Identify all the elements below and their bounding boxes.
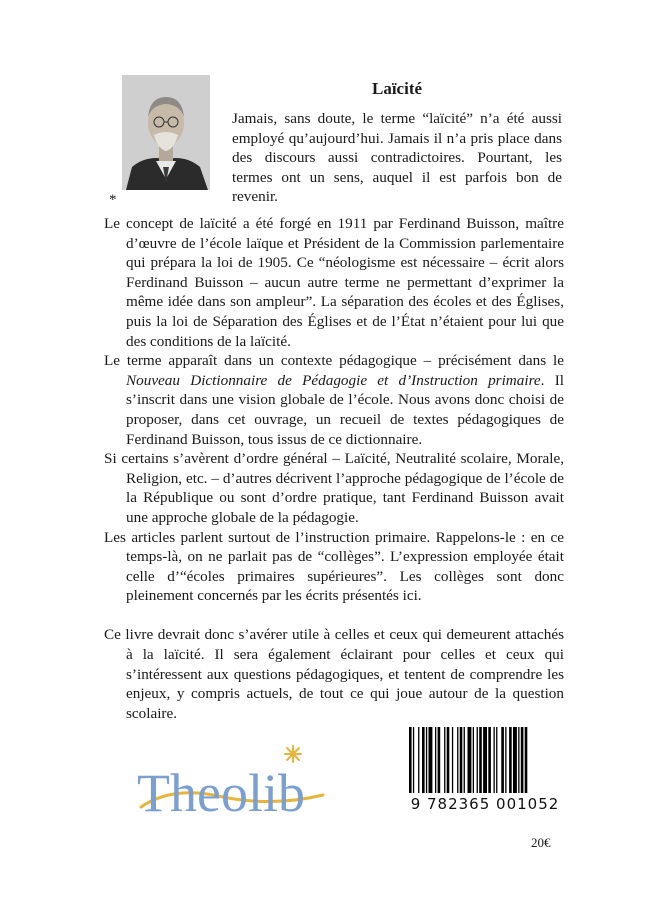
barcode-bar bbox=[460, 727, 463, 793]
barcode-bar bbox=[479, 727, 482, 793]
barcode-bar bbox=[457, 727, 458, 793]
barcode-bar bbox=[418, 727, 419, 793]
theolib-logo-graphic bbox=[133, 745, 333, 825]
barcode-bar bbox=[438, 727, 441, 793]
barcode-bar bbox=[477, 727, 478, 793]
barcode-bar bbox=[513, 727, 517, 793]
star-ornament: * bbox=[109, 192, 117, 208]
isbn-number: 9 782365 001052 bbox=[410, 795, 560, 813]
paragraph-general: Si certains s’avèrent d’ordre général – Laïcité, Neutralité scolaire, Morale, Religion, etc. – d’autres décrivent l’approche pédagogique de l’école de la République ou sont d’ordre pratique, tant Ferdinand Buisson avait une approche globale de la pédagogie. bbox=[104, 450, 564, 526]
barcode-bar bbox=[473, 727, 474, 793]
barcode-bar bbox=[488, 727, 491, 793]
paragraph-context bbox=[104, 351, 564, 449]
dictionary-title: Nouveau Dictionnaire de Pédagogie et d’Instruction primaire bbox=[126, 371, 541, 389]
barcode-bar bbox=[521, 727, 524, 793]
barcode-bar bbox=[505, 727, 506, 793]
portrait-illustration bbox=[122, 75, 210, 190]
publisher-logo bbox=[133, 745, 333, 825]
barcode-bar bbox=[435, 727, 436, 793]
body-text bbox=[104, 214, 564, 723]
barcode-bar bbox=[494, 727, 495, 793]
barcode-bar bbox=[468, 727, 472, 793]
barcode-bar bbox=[452, 727, 453, 793]
barcode-bar bbox=[483, 727, 487, 793]
barcode-bar bbox=[413, 727, 414, 793]
barcode-bar bbox=[422, 727, 425, 793]
barcode-bar bbox=[496, 727, 497, 793]
barcode-bar bbox=[464, 727, 465, 793]
barcode-bars bbox=[405, 727, 565, 795]
paragraph-context-before: Le terme apparaît dans un contexte pédagogique – précisément dans le bbox=[104, 352, 564, 370]
barcode-bar bbox=[447, 727, 450, 793]
paragraph-concept: Le concept de laïcité a été forgé en 1911 par Ferdinand Buisson, maître d’œuvre de l’école laïque et Président de la Commission parlementaire qui prépara la loi de 1905. Ce “néologisme est nécessaire – écrit alors Ferdinand Buisson – aucun autre terme ne permettant d’exprimer la même idée dans son ampleur”. La séparation des écoles et des Églises, puis la loi de Séparation des Églises et de l’État n’étaient pour lui que des conditions de la laïcité. bbox=[104, 215, 564, 350]
barcode-bar bbox=[525, 727, 528, 793]
logo-star-icon bbox=[285, 746, 301, 762]
paragraph-articles: Les articles parlent surtout de l’instruction primaire. Rappelons-le : en ce temps-là, on ne parlait pas de “collèges”. L’expression employée était celle d’“écoles primaires supérieures”. Les collèges sont donc pleinement concernés par les écrits présentés ici. bbox=[104, 528, 564, 605]
paragraph-conclusion: Ce livre devrait donc s’avérer utile à celles et ceux qui demeurent attachés à la laïcité. Il sera également éclairant pour celles et ceux qui s’intéressent aux questions pédagogiques, et tentent de comprendre les enjeux, y compris actuels, de tout ce qui joue autour de la question scolaire. bbox=[104, 626, 564, 722]
isbn-barcode bbox=[405, 727, 565, 817]
barcode-bar bbox=[409, 727, 412, 793]
barcode-bar bbox=[426, 727, 427, 793]
intro-text: Jamais, sans doute, le terme “laïcité” n’a été aussi employé qu’aujourd’hui. Jamais il n’a pris place dans des discours aussi contradictoires. Pourtant, les termes ont un sens, auquel il est parfois bon de revenir. bbox=[232, 110, 562, 206]
author-portrait bbox=[122, 75, 210, 190]
page-title: Laïcité bbox=[372, 79, 423, 98]
barcode-bar bbox=[518, 727, 519, 793]
price-label: 20€ bbox=[531, 835, 551, 850]
barcode-bar bbox=[501, 727, 504, 793]
paragraph-context-after: . Il s’inscrit dans une vision globale de l’école. Nous avons donc choisi de proposer, dans cet ouvrage, un recueil de textes pédagogiques de Ferdinand Buisson, tous issus de ce dictionnaire. bbox=[126, 371, 564, 448]
barcode-bar bbox=[429, 727, 433, 793]
logo-wordmark: Theolib bbox=[137, 763, 305, 823]
barcode-bar bbox=[509, 727, 512, 793]
barcode-bar bbox=[444, 727, 445, 793]
